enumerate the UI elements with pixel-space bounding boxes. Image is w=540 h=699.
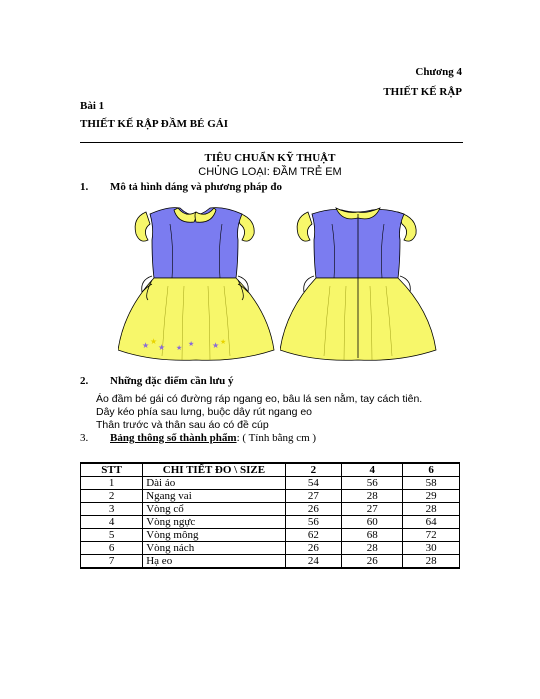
cell-size-4: 28 [342, 490, 403, 503]
header-size-2: 2 [285, 463, 342, 477]
svg-text:★: ★ [158, 343, 166, 352]
header-divider [80, 142, 463, 143]
cell-size-2: 26 [285, 503, 342, 516]
chapter-label: Chương 4 [415, 66, 462, 78]
svg-text:★: ★ [220, 338, 227, 346]
header-detail: CHI TIẾT ĐO \ SIZE [143, 463, 285, 477]
cell-detail: Vòng mông [143, 529, 285, 542]
note-line-2: Dây kéo phía sau lưng, buộc dây rút ngang eo [96, 406, 313, 418]
cell-stt: 6 [81, 542, 143, 555]
table-row [81, 542, 460, 555]
table-row [81, 503, 460, 516]
cell-size-4: 28 [342, 542, 403, 555]
cell-size-2: 27 [285, 490, 342, 503]
section-3-suffix: : ( Tính bằng cm ) [236, 432, 317, 444]
table-row [81, 490, 460, 503]
dress-front-illustration [118, 200, 278, 372]
section-2-number: 2. [80, 375, 89, 387]
back-left-sleeve [297, 212, 312, 241]
cell-size-6: 72 [403, 529, 460, 542]
standard-title: TIÊU CHUẨN KỸ THUẬT [204, 152, 336, 164]
cell-size-2: 54 [285, 477, 342, 490]
cell-stt: 5 [81, 529, 143, 542]
cell-size-2: 24 [285, 555, 342, 569]
cell-size-2: 62 [285, 529, 342, 542]
cell-size-4: 60 [342, 516, 403, 529]
table-row [81, 516, 460, 529]
cell-detail: Vòng nách [143, 542, 285, 555]
table-row [81, 477, 460, 490]
svg-text:★: ★ [176, 344, 183, 352]
cell-size-6: 28 [403, 555, 460, 569]
section-3-heading [80, 432, 316, 444]
chapter-title: THIẾT KẾ RẬP [383, 86, 462, 98]
cell-detail: Ngang vai [143, 490, 285, 503]
cell-size-6: 58 [403, 477, 460, 490]
lesson-label: Bài 1 [80, 100, 105, 112]
dress-back-illustration [280, 200, 440, 372]
section-1-title: Mô tả hình dáng và phương pháp đo [110, 181, 282, 193]
cell-stt: 1 [81, 477, 143, 490]
note-line-3: Thân trước và thân sau áo có đề cúp [96, 419, 269, 431]
section-3-title: Bảng thông số thành phẩm [110, 432, 237, 444]
cell-size-6: 64 [403, 516, 460, 529]
cell-size-4: 68 [342, 529, 403, 542]
lesson-title: THIẾT KẾ RẬP ĐẦM BÉ GÁI [80, 118, 229, 130]
cell-size-2: 56 [285, 516, 342, 529]
cell-size-6: 28 [403, 503, 460, 516]
cell-size-6: 29 [403, 490, 460, 503]
cell-stt: 7 [81, 555, 143, 569]
section-3-number: 3. [80, 432, 89, 444]
table-row [81, 555, 460, 569]
cell-stt: 2 [81, 490, 143, 503]
front-left-sleeve [135, 212, 150, 241]
header-size-6: 6 [403, 463, 460, 477]
section-2-title: Những đặc điểm cần lưu ý [110, 375, 234, 387]
svg-text:★: ★ [150, 337, 158, 346]
cell-detail: Vòng cổ [143, 503, 285, 516]
svg-text:★: ★ [188, 340, 195, 348]
svg-text:★: ★ [142, 341, 150, 350]
category-label: CHỦNG LOẠI: ĐẦM TRẺ EM [198, 166, 342, 178]
note-line-1: Áo đầm bé gái có đường ráp ngang eo, bâu lá sen nằm, tay cách tiên. [96, 393, 423, 405]
cell-size-4: 26 [342, 555, 403, 569]
spec-table-header-row [81, 463, 460, 477]
cell-stt: 3 [81, 503, 143, 516]
svg-text:★: ★ [212, 341, 220, 350]
cell-detail: Dài áo [143, 477, 285, 490]
table-row [81, 529, 460, 542]
cell-size-4: 27 [342, 503, 403, 516]
spec-table [80, 462, 460, 569]
cell-detail: Hạ eo [143, 555, 285, 569]
section-2-heading [80, 375, 234, 387]
cell-size-6: 30 [403, 542, 460, 555]
cell-size-4: 56 [342, 477, 403, 490]
header-size-4: 4 [342, 463, 403, 477]
header-stt: STT [81, 463, 143, 477]
cell-detail: Vòng ngực [143, 516, 285, 529]
cell-stt: 4 [81, 516, 143, 529]
section-1-heading [80, 181, 282, 193]
section-1-number: 1. [80, 181, 89, 193]
cell-size-2: 26 [285, 542, 342, 555]
